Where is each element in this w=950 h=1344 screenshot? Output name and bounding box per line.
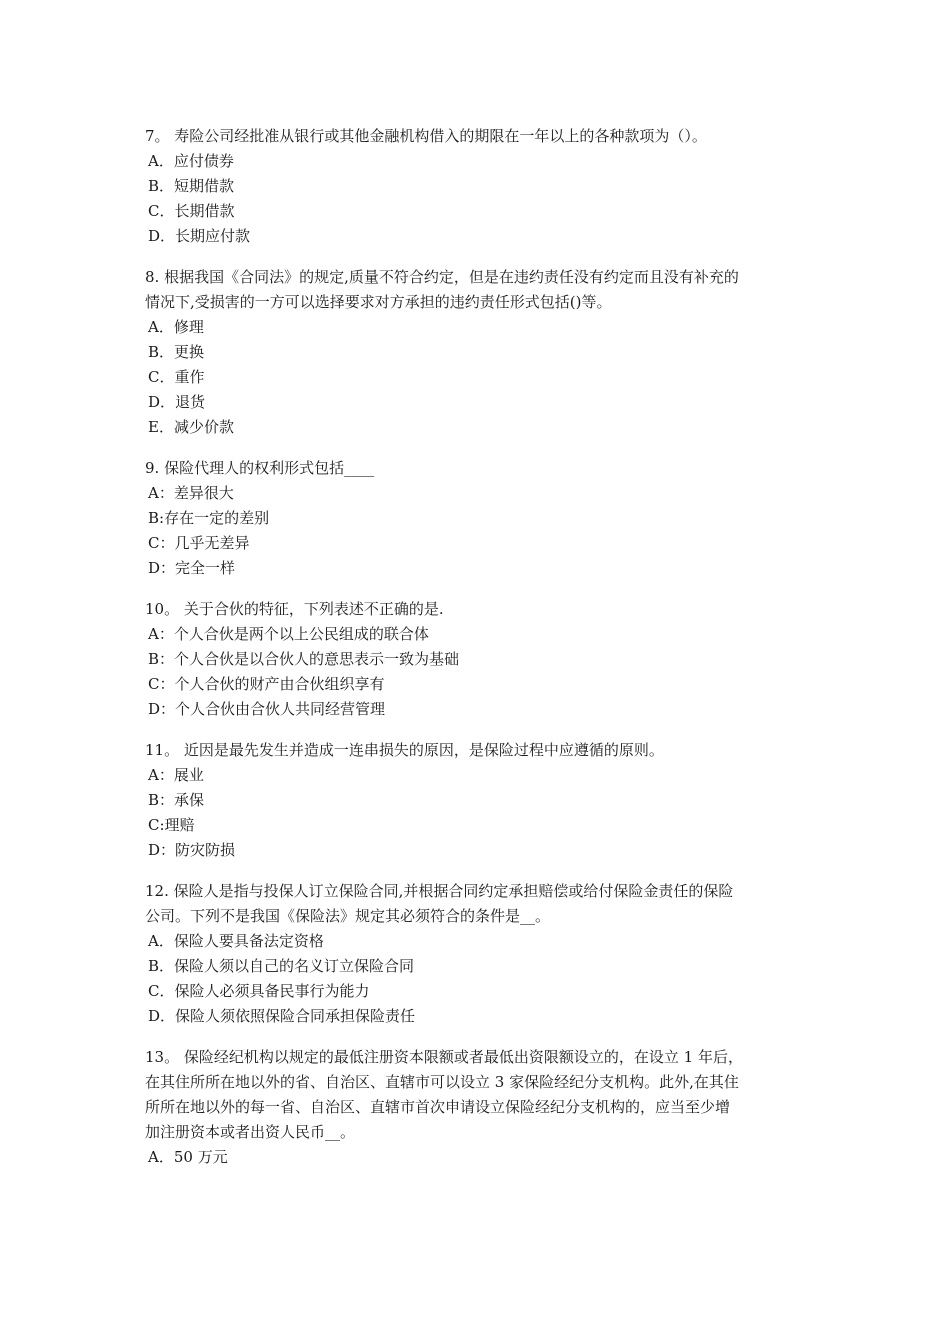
question-11 <box>145 738 810 863</box>
option-b: B．短期借款 <box>148 177 235 195</box>
question-text <box>145 456 810 481</box>
option-c: C：几乎无差异 <box>148 534 250 552</box>
option-d: D．长期应付款 <box>148 227 251 245</box>
document-page <box>145 124 810 1186</box>
question-text <box>145 738 810 763</box>
question-line: 情况下,受损害的一方可以选择要求对方承担的违约责任形式包括()等。 <box>145 293 612 311</box>
option-c: C．保险人必须具备民事行为能力 <box>148 982 370 1000</box>
option-d: D．保险人须依照保险合同承担保险责任 <box>148 1007 416 1025</box>
option-c: C:理赔 <box>148 816 195 834</box>
option-a: A．应付债券 <box>148 152 234 170</box>
option-c: C．长期借款 <box>148 202 235 220</box>
question-12 <box>145 879 810 1029</box>
question-13 <box>145 1045 810 1170</box>
question-text <box>145 597 810 622</box>
option-a: A．修理 <box>148 318 204 336</box>
question-8 <box>145 265 810 440</box>
question-line: 所所在地以外的每一省、自治区、直辖市首次申请设立保险经纪分支机构的，应当至少增 <box>145 1098 731 1116</box>
question-line: 加注册资本或者出资人民币__。 <box>145 1123 356 1141</box>
option-a: A．保险人要具备法定资格 <box>148 932 324 950</box>
option-b: B．保险人须以自己的名义订立保险合同 <box>148 957 415 975</box>
question-9 <box>145 456 810 581</box>
question-7 <box>145 124 810 249</box>
question-10 <box>145 597 810 722</box>
option-b: B．更换 <box>148 343 205 361</box>
option-d: D：防灾防损 <box>148 841 236 859</box>
option-a: A：差异很大 <box>148 484 234 502</box>
option-b: B:存在一定的差别 <box>148 509 270 527</box>
question-line: 9. 保险代理人的权利形式包括____ <box>145 459 375 477</box>
option-c: C：个人合伙的财产由合伙组织享有 <box>148 675 385 693</box>
option-c: C．重作 <box>148 368 205 386</box>
option-a: A．50 万元 <box>148 1148 228 1166</box>
question-line: 10。 关于合伙的特征，下列表述不正确的是. <box>145 600 444 618</box>
question-line: 在其住所所在地以外的省、自治区、直辖市可以设立 3 家保险经纪分支机构。此外,在其住 <box>145 1073 739 1091</box>
option-b: B：承保 <box>148 791 205 809</box>
question-line: 8. 根据我国《合同法》的规定,质量不符合约定，但是在违约责任没有约定而且没有补充的 <box>145 268 739 286</box>
question-text <box>145 124 810 149</box>
question-line: 12. 保险人是指与投保人订立保险合同,并根据合同约定承担赔偿或给付保险金责任的保险 <box>145 882 734 900</box>
option-d: D．退货 <box>148 393 206 411</box>
question-text <box>145 265 810 315</box>
question-text <box>145 879 810 929</box>
question-text <box>145 1045 810 1145</box>
option-d: D：完全一样 <box>148 559 236 577</box>
question-line: 13。 保险经纪机构以规定的最低注册资本限额或者最低出资限额设立的，在设立 1 年后， <box>145 1048 743 1066</box>
option-b: B：个人合伙是以合伙人的意思表示一致为基础 <box>148 650 460 668</box>
option-e: E．减少价款 <box>148 418 234 436</box>
question-line: 公司。下列不是我国《保险法》规定其必须符合的条件是__。 <box>145 907 551 925</box>
option-a: A：展业 <box>148 766 204 784</box>
question-line: 7。 寿险公司经批准从银行或其他金融机构借入的期限在一年以上的各种款项为（）。 <box>145 127 707 145</box>
option-d: D：个人合伙由合伙人共同经营管理 <box>148 700 386 718</box>
question-line: 11。 近因是最先发生并造成一连串损失的原因，是保险过程中应遵循的原则。 <box>145 741 664 759</box>
option-a: A：个人合伙是两个以上公民组成的联合体 <box>148 625 429 643</box>
